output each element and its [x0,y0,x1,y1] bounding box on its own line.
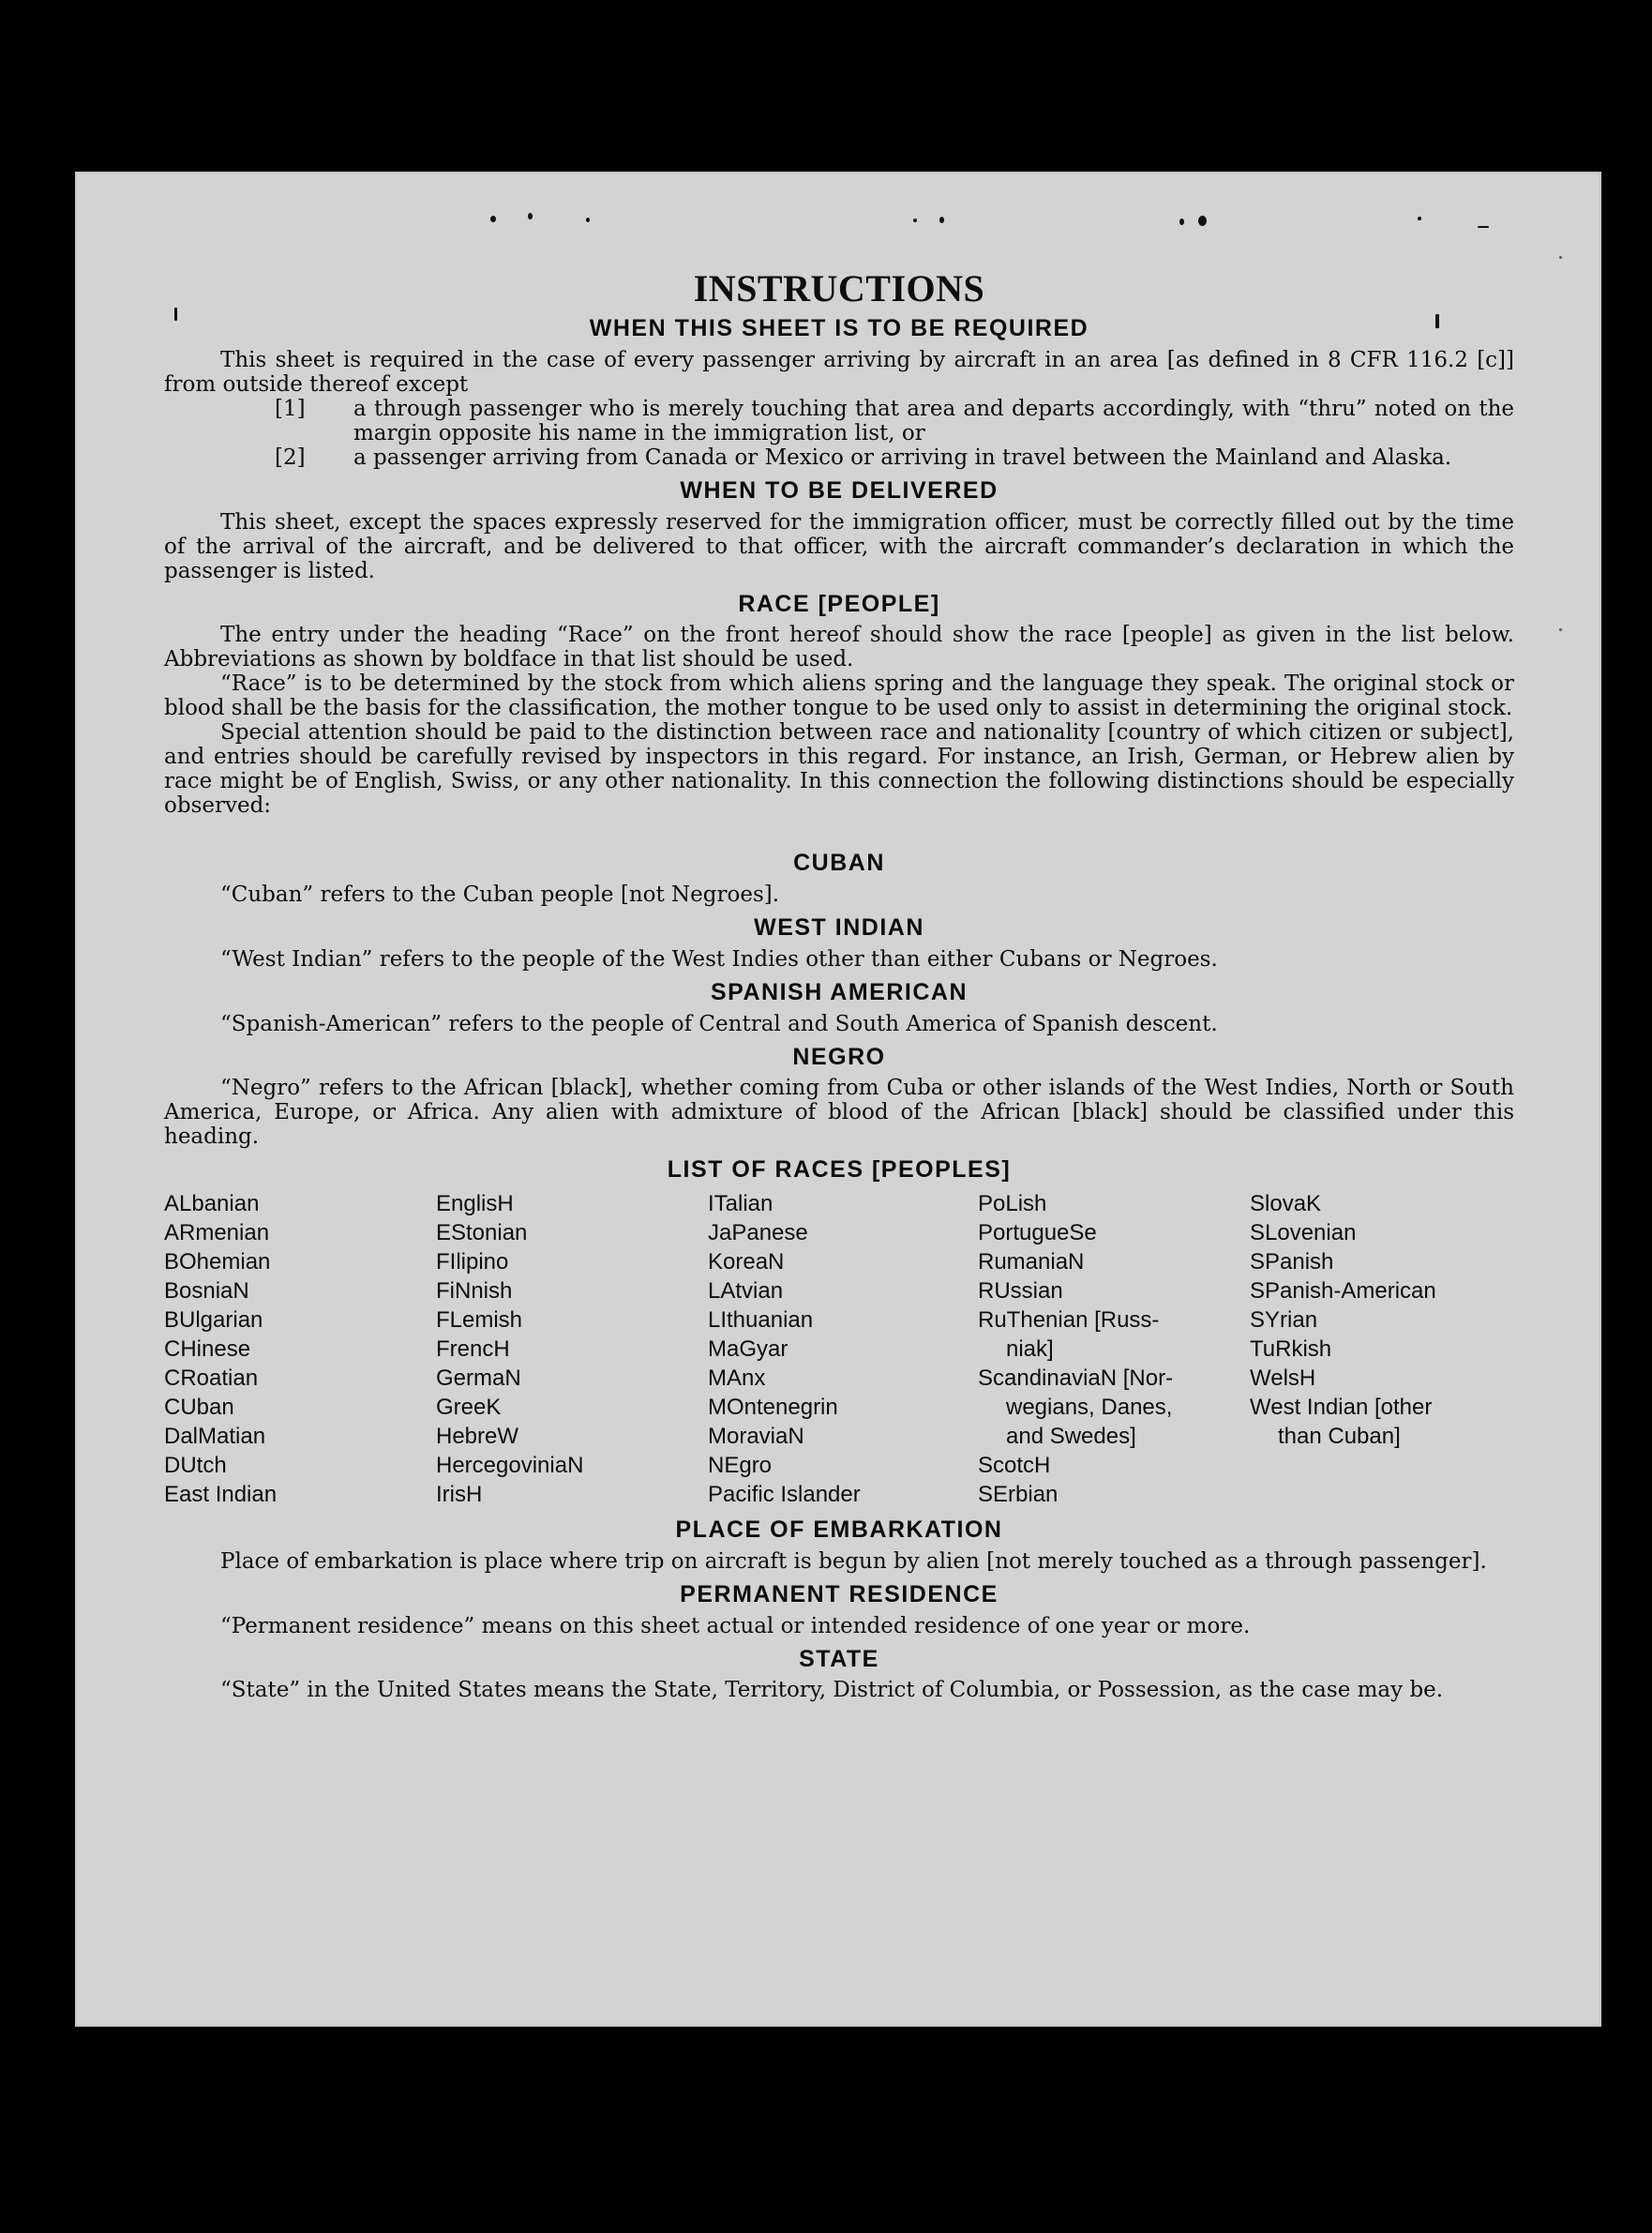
race-entry: SLovenian [1250,1220,1357,1245]
race-paragraph-1: The entry under the heading “Race” on the front hereof should show the race [people] as given in the list below. Abbreviations as shown by boldface in that list should be used. [164,623,1514,672]
exception-text: a passenger arriving from Canada or Mexico or arriving in travel between the Mainland and Alaska. [353,445,1452,470]
race-entry: FiNnish [436,1278,513,1304]
races-column [1250,1189,1522,1509]
heading-race: RACE [PEOPLE] [738,590,940,617]
race-entry: NEgro [708,1453,773,1478]
race-entry: PortugueSe [978,1220,1097,1245]
exception-number: [1] [275,396,306,421]
race-entry: ITalian [708,1191,773,1216]
races-column [164,1189,436,1509]
race-entry: KoreaN [708,1249,785,1275]
race-entry: RumaniaN [978,1249,1085,1275]
heading-negro: NEGRO [792,1043,886,1070]
race-entry: HercegoviniaN [436,1453,584,1478]
race-entry: RUssian [978,1278,1063,1304]
race-entry: FLemish [436,1307,523,1333]
residence-text: “Permanent residence” means on this sheet actual or intended residence of one year or more. [220,1613,1251,1638]
race-entry: SPanish-American [1250,1278,1436,1304]
race-paragraph-2: “Race” is to be determined by the stock from which aliens spring and the language they speak. The original stock or blood shall be the basis for the classification, the mother tongue to be used only to assist in determining the original stock. [164,671,1514,721]
race-entry: EnglisH [436,1191,514,1216]
instructions-content [164,267,1514,1703]
race-entry: Pacific Islander [708,1482,861,1507]
races-column [436,1189,708,1509]
heading-state: STATE [799,1645,879,1672]
race-entry: WelsH [1250,1365,1316,1391]
race-entry: IrisH [436,1482,483,1507]
race-entry: RuThenian [Russ- [978,1307,1160,1333]
race-entry: JaPanese [708,1220,808,1245]
race-entry: ALbanian [164,1191,260,1216]
race-entry: ScandinaviaN [Nor- [978,1365,1174,1391]
heading-spanish-american: SPANISH AMERICAN [710,978,968,1005]
race-entry: MoraviaN [708,1424,804,1449]
exception-number: [2] [275,445,306,470]
race-entry: ScotcH [978,1453,1051,1478]
race-entry-continued: than Cuban] [1278,1424,1401,1449]
exception-item [164,445,1514,470]
race-paragraph-3: Special attention should be paid to the distinction between race and nationality [country of which citizen or subject], and entries should be carefully revised by inspectors in this regard. For instance, an Irish, German, or Hebrew alien by race might be of English, Swiss, or any other nationality. In this connection the following distinctions should be especially observed: [164,720,1514,819]
race-entry: PoLish [978,1191,1047,1216]
race-entry: MOntenegrin [708,1395,838,1420]
races-column [708,1189,978,1509]
race-entry: CHinese [164,1336,251,1362]
race-entry: EStonian [436,1220,528,1245]
page-title: INSTRUCTIONS [693,267,985,309]
race-entry: West Indian [other [1250,1395,1433,1420]
race-entry: ARmenian [164,1220,270,1245]
race-entry: DUtch [164,1453,227,1478]
race-entry: LAtvian [708,1278,784,1304]
spanish-american-text: “Spanish-American” refers to the people of Central and South America of Spanish descent. [220,1011,1218,1036]
delivered-text: This sheet, except the spaces expressly reserved for the immigration officer, must be correctly filled out by the time of the arrival of the aircraft, and be delivered to that officer, with the aircraft commander’s declaration in which the passenger is listed. [164,509,1514,583]
race-entry: SErbian [978,1482,1059,1507]
race-entry: TuRkish [1250,1336,1332,1362]
state-text: “State” in the United States means the State, Territory, District of Columbia, or Possession, as the case may be. [220,1678,1444,1703]
heading-cuban: CUBAN [793,850,885,877]
race-entry: East Indian [164,1482,278,1507]
race-entry: HebreW [436,1424,519,1449]
race-entry: MaGyar [708,1336,788,1362]
cuban-text: “Cuban” refers to the Cuban people [not Negroes]. [220,883,780,907]
required-intro: This sheet is required in the case of every passenger arriving by aircraft in an area [as defined in 8 CFR 116.2 [c]] from outside thereof except [164,347,1514,397]
race-entry: SYrian [1250,1307,1318,1333]
exception-text: a through passenger who is merely touching that area and departs accordingly, with “thru” noted on the margin opposite his name in the immigration list, or [353,396,1514,445]
race-entry-continued: and Swedes] [1006,1424,1136,1449]
race-entry: FrencH [436,1336,510,1362]
heading-when-required: WHEN THIS SHEET IS TO BE REQUIRED [589,315,1089,341]
heading-list-of-races: LIST OF RACES [PEOPLES] [667,1156,1012,1184]
heading-permanent-residence: PERMANENT RESIDENCE [680,1580,999,1607]
embarkation-text: Place of embarkation is place where trip on aircraft is begun by alien [not merely touched as a through passenger]. [220,1548,1487,1574]
race-entry: LIthuanian [708,1307,814,1333]
exception-item [164,397,1514,445]
race-entry: BUlgarian [164,1307,263,1333]
race-entry: CUban [164,1395,234,1420]
west-indian-text: “West Indian” refers to the people of the West Indies other than either Cubans or Negroes. [220,946,1218,972]
race-entry: BosniaN [164,1278,249,1304]
negro-text: “Negro” refers to the African [black], whether coming from Cuba or other islands of the West Indies, North or South America, Europe, or Africa. Any alien with admixture of blood of the African [black] should be classified under this heading. [164,1076,1514,1150]
race-entry: CRoatian [164,1365,259,1391]
race-entry: GreeK [436,1395,502,1420]
heading-place-of-embarkation: PLACE OF EMBARKATION [675,1516,1003,1543]
race-entry: DalMatian [164,1424,266,1449]
race-entry-continued: niak] [1006,1336,1054,1362]
document-sheet [75,172,1601,2027]
race-entry: MAnx [708,1365,766,1391]
race-entry: SPanish [1250,1249,1334,1275]
races-list [164,1189,1514,1509]
heading-west-indian: WEST INDIAN [754,914,924,941]
heading-when-delivered: WHEN TO BE DELIVERED [680,476,999,504]
race-entry: FIlipino [436,1249,509,1275]
race-entry: GermaN [436,1365,521,1391]
race-entry-continued: wegians, Danes, [1006,1395,1173,1420]
races-column [978,1189,1250,1509]
race-entry: SlovaK [1250,1191,1322,1216]
race-entry: BOhemian [164,1249,271,1275]
